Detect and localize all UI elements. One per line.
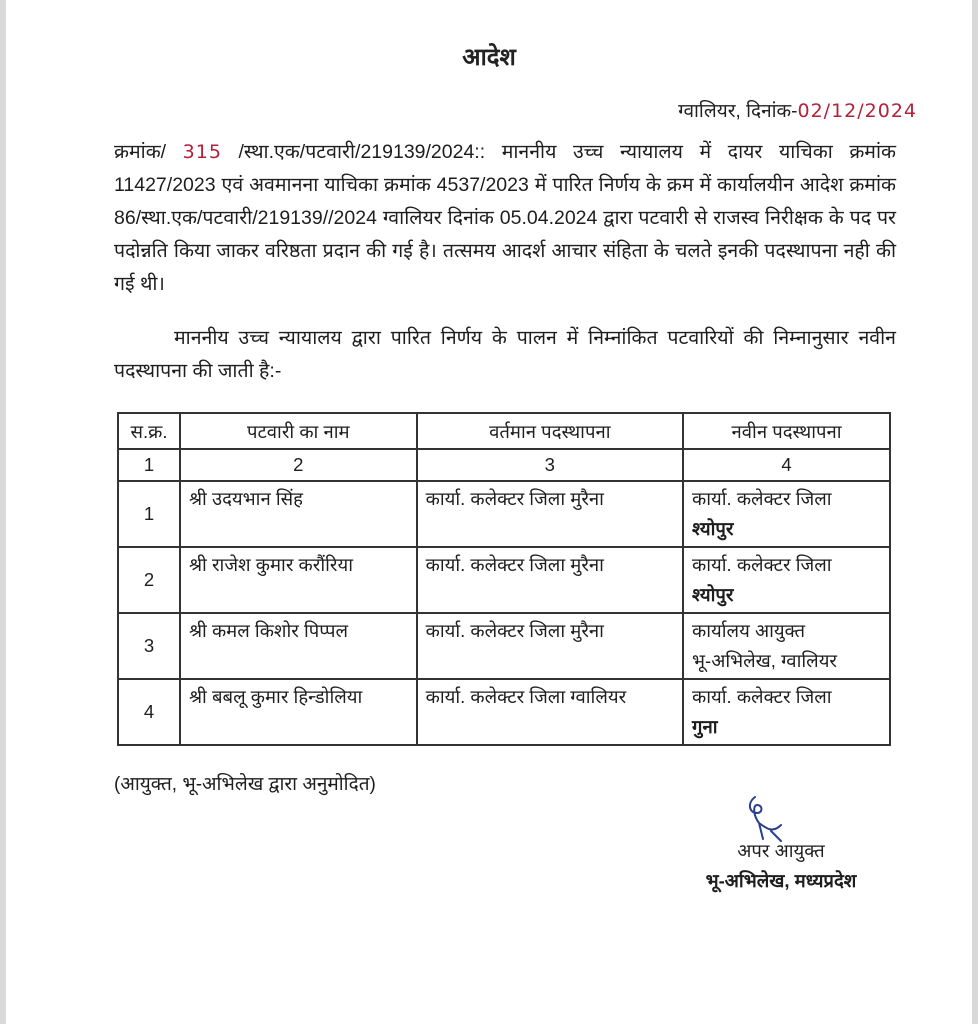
new-posting-cell (683, 481, 890, 547)
paragraph-posting-intro: माननीय उच्च न्यायालय द्वारा पारित निर्णय के पालन में निम्नांकित पटवारियों की निम्नानुसार नवीन पदस्थापना की जाती है:- (114, 327, 896, 382)
serial-cell: 1 (118, 481, 180, 547)
handwritten-date: 02/12/2024 (797, 100, 917, 122)
name-cell: श्री उदयभान सिंह (180, 481, 417, 547)
serial-cell: 3 (118, 613, 180, 679)
name-cell: श्री बबलू कुमार हिन्डोलिया (180, 679, 417, 745)
column-number: 1 (118, 449, 180, 481)
header-name: पटवारी का नाम (180, 413, 417, 449)
order-number-prefix: क्रमांक/ (114, 141, 167, 163)
posting-table (117, 412, 891, 746)
new-posting-cell (683, 613, 890, 679)
current-posting-cell: कार्या. कलेक्टर जिला ग्वालियर (417, 679, 683, 745)
column-number: 2 (180, 449, 417, 481)
name-cell: श्री कमल किशोर पिप्पल (180, 613, 417, 679)
new-posting-line2: भू-अभिलेख, ग्वालियर (692, 650, 837, 671)
approval-note: (आयुक्त, भू-अभिलेख द्वारा अनुमोदित) (114, 774, 376, 795)
new-posting-line1: कार्यालय आयुक्त (692, 620, 806, 641)
table-row (118, 613, 890, 679)
place-date-label: ग्वालियर, दिनांक- (678, 101, 798, 122)
document-title: आदेश (462, 44, 516, 71)
new-posting-line2: गुना (692, 716, 718, 737)
current-posting-cell: कार्या. कलेक्टर जिला मुरैना (417, 547, 683, 613)
new-posting-line2: श्योपुर (692, 518, 734, 539)
table-row (118, 547, 890, 613)
header-serial: स.क्र. (118, 413, 180, 449)
header-new-posting: नवीन पदस्थापना (683, 413, 890, 449)
serial-cell: 4 (118, 679, 180, 745)
name-cell: श्री राजेश कुमार करौंरिया (180, 547, 417, 613)
handwritten-order-number: 315 (182, 141, 222, 163)
document-page (6, 0, 972, 1024)
table-row (118, 679, 890, 745)
column-number-row (118, 449, 890, 481)
serial-cell: 2 (118, 547, 180, 613)
signatory-department: भू-अभिलेख, मध्यप्रदेश (705, 870, 857, 891)
table-row (118, 481, 890, 547)
signatory-designation: अपर आयुक्त (737, 840, 825, 861)
new-posting-line2: श्योपुर (692, 584, 734, 605)
paragraph1-text: /स्था.एक/पटवारी/219139/2024:: माननीय उच्च न्यायालय में दायर याचिका क्रमांक 11427/2023 एवं अवमानना याचिका क्रमांक 4537/2023 में पारित निर्णय के क्रम में कार्यालयीन आदेश क्रमांक 86/स्था.एक/पटवारी/219139//2024 ग्वालियर दिनांक 05.04.2024 द्वारा पटवारी से राजस्व निरीक्षक के पद पर पदोन्नति किया जाकर वरिष्ठता प्रदान की गई है। तत्समय आदर्श आचार संहिता के चलते इनकी पदस्थापना नही की गई थी। (114, 141, 896, 295)
new-posting-cell (683, 547, 890, 613)
signature-icon (741, 793, 791, 843)
new-posting-line1: कार्या. कलेक्टर जिला (692, 686, 832, 707)
paragraph-order-reference (114, 136, 896, 301)
place-date (678, 97, 917, 123)
column-number: 4 (683, 449, 890, 481)
table-header-row (118, 413, 890, 449)
new-posting-line1: कार्या. कलेक्टर जिला (692, 554, 832, 575)
header-current-posting: वर्तमान पदस्थापना (417, 413, 683, 449)
new-posting-line1: कार्या. कलेक्टर जिला (692, 488, 832, 509)
column-number: 3 (417, 449, 683, 481)
new-posting-cell (683, 679, 890, 745)
current-posting-cell: कार्या. कलेक्टर जिला मुरैना (417, 481, 683, 547)
current-posting-cell: कार्या. कलेक्टर जिला मुरैना (417, 613, 683, 679)
